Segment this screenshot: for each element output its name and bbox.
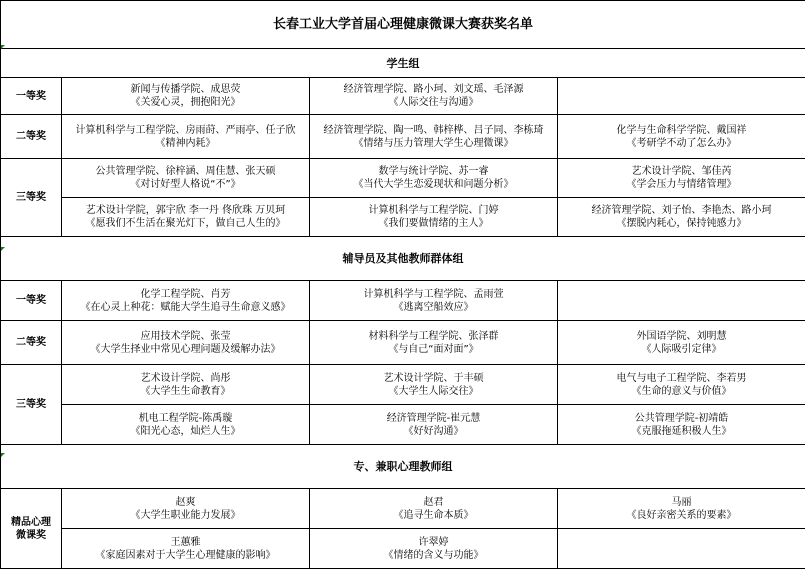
entry-winners: 经济管理学院、刘子怡、李艳杰、路小珂	[591, 205, 772, 216]
award-entry	[62, 159, 310, 198]
entry-title: 《阳光心态，灿烂人生》	[130, 425, 241, 437]
entry-winners: 经济管理学院-崔元慧	[386, 412, 481, 424]
rank-quality-microcourse-award	[1, 489, 62, 569]
entry-winners: 数学与统计学院、苏一睿	[378, 166, 489, 177]
award-entry	[310, 321, 558, 365]
entry-title: 《当代大学生恋爱现状和问题分析》	[353, 179, 514, 190]
section-counselor-header: 辅导员及其他教师群体组	[1, 237, 805, 281]
entry-winners: 艺术设计学院、于丰硕	[383, 372, 484, 384]
entry-winners: 外国语学院、刘明慧	[636, 330, 727, 342]
award-entry	[310, 365, 558, 405]
award-entry	[310, 198, 558, 237]
entry-winners: 计算机科学与工程学院、房雨莳、严雨亭、任子欣	[75, 124, 296, 136]
award-entry	[62, 198, 310, 237]
rank-label-line: 精品心理	[11, 516, 51, 528]
entry-winners: 计算机科学与工程学院、孟雨萱	[363, 288, 504, 300]
award-entry	[558, 321, 805, 365]
entry-winners: 机电工程学院-陈禹璇	[138, 412, 233, 424]
empty-cell	[558, 78, 805, 115]
entry-winners: 公共管理学院-初靖皓	[634, 412, 729, 424]
entry-title: 《良好亲密关系的要素》	[626, 509, 737, 521]
award-entry	[62, 489, 310, 529]
empty-cell	[558, 281, 805, 321]
award-entry	[310, 115, 558, 159]
entry-title: 《与自己“面对面”》	[388, 343, 479, 355]
award-entry	[62, 281, 310, 321]
entry-title: 《人际交往与沟通》	[388, 97, 479, 108]
entry-winners: 马丽	[671, 496, 692, 508]
award-entry	[310, 78, 558, 115]
entry-title: 《人际吸引定律》	[641, 343, 722, 355]
entry-winners: 化学工程学院、肖芳	[140, 288, 231, 300]
entry-title: 《大学生择业中常见心理问题及缓解办法》	[90, 343, 281, 355]
entry-title: 《在心灵上种花：赋能大学生追寻生命意义感》	[80, 301, 291, 313]
cell-marker-icon	[1, 45, 5, 49]
entry-title: 《对讨好型人格说“不”》	[130, 179, 241, 190]
entry-title: 《学会压力与情绪管理》	[626, 179, 737, 190]
award-entry	[62, 405, 310, 445]
entry-winners: 化学与生命科学学院、戴国祥	[616, 124, 747, 136]
entry-title: 《情绪与压力管理大学生心理微课》	[353, 137, 514, 149]
entry-title: 《我们要做情绪的主人》	[378, 218, 489, 229]
entry-winners: 王蕙雅	[170, 536, 201, 548]
award-entry	[62, 365, 310, 405]
award-entry	[310, 529, 558, 569]
entry-title: 《好好沟通》	[403, 425, 464, 437]
section-teacher-header: 专、兼职心理教师组	[1, 445, 805, 489]
entry-title: 《大学生人际交往》	[388, 385, 479, 397]
entry-winners: 应用技术学院、张莹	[140, 330, 231, 342]
entry-winners: 艺术设计学院、邹佳芮	[631, 166, 732, 177]
entry-title: 《大学生职业能力发展》	[130, 509, 241, 521]
entry-winners: 许翠婷	[418, 536, 449, 548]
award-entry	[558, 159, 805, 198]
entry-winners: 赵君	[423, 496, 444, 508]
award-entry	[62, 115, 310, 159]
entry-winners: 材料科学与工程学院、张泽群	[368, 330, 499, 342]
entry-winners: 经济管理学院、路小珂、刘文瑶、毛泽源	[343, 84, 524, 95]
entry-title: 《逃离空船效应》	[393, 301, 474, 313]
cell-marker-icon	[1, 453, 5, 457]
award-entry	[558, 198, 805, 237]
award-entry	[558, 115, 805, 159]
entry-winners: 计算机科学与工程学院、门婷	[368, 205, 499, 216]
entry-title: 《家庭因素对于大学生心理健康的影响》	[95, 549, 276, 561]
award-entry	[62, 321, 310, 365]
entry-title: 《关爱心灵，拥抱阳光》	[130, 97, 241, 108]
award-entry	[310, 489, 558, 529]
award-entry	[62, 529, 310, 569]
entry-title: 《大学生生命教育》	[140, 385, 231, 397]
award-entry	[310, 405, 558, 445]
rank-first-prize: 一等奖	[1, 78, 62, 115]
rank-third-prize: 三等奖	[1, 365, 62, 445]
entry-winners: 艺术设计学院，郭宇欣 李一丹 佟欣珠 万贝珂	[85, 205, 286, 216]
entry-title: 《精神内耗》	[155, 137, 216, 149]
entry-title: 《考研学不动了怎么办》	[626, 137, 737, 149]
rank-label-line: 微课奖	[16, 529, 46, 541]
entry-winners: 电气与电子工程学院、李若男	[616, 372, 747, 384]
sheet-title: 长春工业大学首届心理健康微课大赛获奖名单	[1, 1, 805, 49]
award-entry	[558, 405, 805, 445]
rank-second-prize: 二等奖	[1, 115, 62, 159]
empty-cell	[558, 529, 805, 569]
award-entry	[558, 365, 805, 405]
entry-winners: 艺术设计学院、尚彤	[140, 372, 231, 384]
award-entry	[310, 281, 558, 321]
entry-winners: 新闻与传播学院、成思荧	[130, 84, 241, 95]
entry-title: 《克服拖延积极人生》	[631, 425, 732, 437]
cell-marker-icon	[1, 247, 5, 251]
entry-title: 《生命的意义与价值》	[631, 385, 732, 397]
award-entry	[62, 78, 310, 115]
rank-third-prize: 三等奖	[1, 159, 62, 237]
rank-first-prize: 一等奖	[1, 281, 62, 321]
award-entry	[310, 159, 558, 198]
entry-winners: 公共管理学院、徐梓涵、周佳慧、张天硕	[95, 166, 276, 177]
entry-winners: 赵爽	[175, 496, 196, 508]
award-entry	[558, 489, 805, 529]
entry-title: 《愿我们不生活在聚光灯下，做自己人生的》	[85, 218, 286, 229]
rank-second-prize: 二等奖	[1, 321, 62, 365]
section-student-header: 学生组	[1, 49, 805, 78]
entry-title: 《追寻生命本质》	[393, 509, 474, 521]
entry-title: 《摆脱内耗心，保持钝感力》	[616, 218, 747, 229]
entry-title: 《情绪的含义与功能》	[383, 549, 484, 561]
entry-winners: 经济管理学院、陶一鸣、韩梓桦、吕子同、李栋琦	[323, 124, 544, 136]
